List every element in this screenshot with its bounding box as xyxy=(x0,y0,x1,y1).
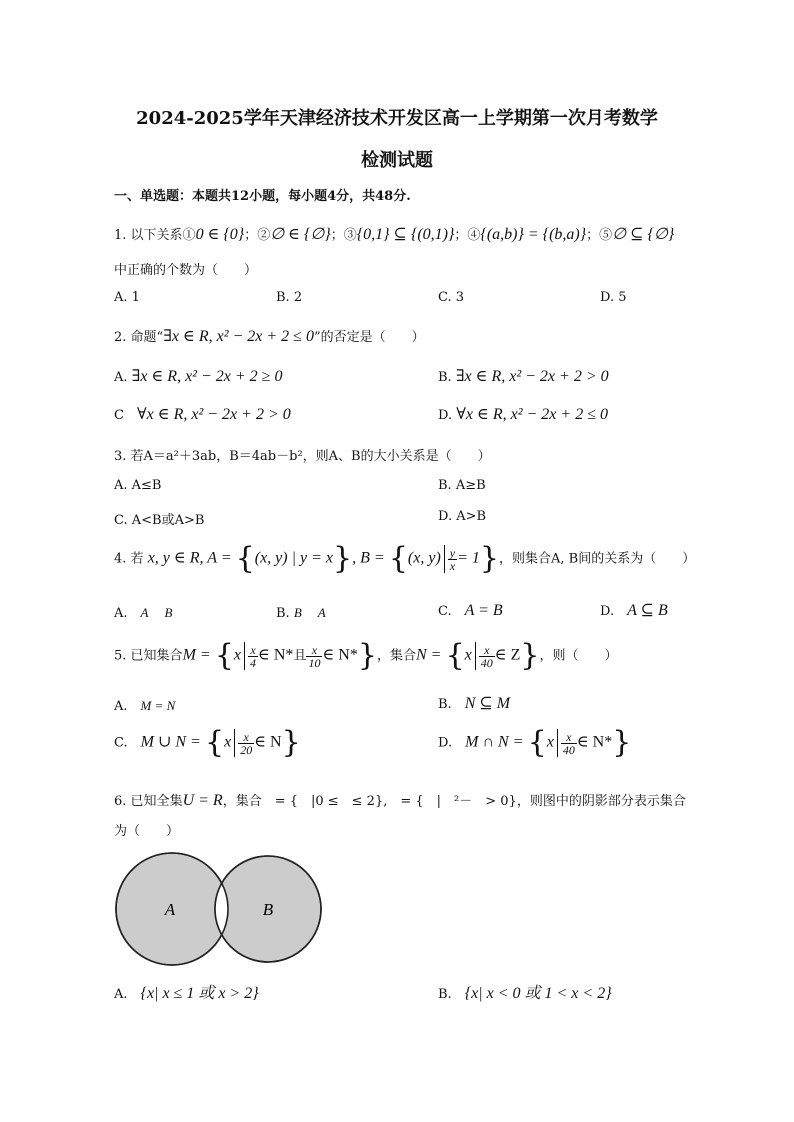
q3-option-c: C. A<B或A>B xyxy=(114,513,205,528)
q2-proposition: ∃x ∈ R, x² − 2x + 2 ≤ 0 xyxy=(163,328,314,345)
option-letter: C. xyxy=(114,735,128,751)
q1-option-a: A. 1 xyxy=(114,290,140,305)
option-letter: B. xyxy=(438,370,452,385)
q5-option-c xyxy=(114,725,301,760)
q5-fraction-1 xyxy=(248,644,258,669)
fraction-numerator: x xyxy=(250,642,256,657)
q6-stem-2: ，集合 = { |0 ≤ ≤ 2}, = { | ²－ > 0}，则图中的阴影部分表示集合 xyxy=(222,794,686,809)
set-variable: x xyxy=(233,646,242,664)
q5-fraction-d xyxy=(561,731,577,756)
q4-set-b-cond: = 1 xyxy=(457,549,480,567)
set-variable: x xyxy=(224,733,232,751)
q4-tail: ，则集合A, B间的关系为（ ） xyxy=(499,551,696,567)
q5-option-b xyxy=(438,693,510,713)
q2-option-b xyxy=(438,366,609,386)
q4-math-1: x, y ∈ R, A = xyxy=(147,549,232,567)
q4-option-a xyxy=(114,602,172,621)
q4-set-b-element: (x, y) xyxy=(407,549,441,567)
set-variable: x xyxy=(546,733,554,751)
set-variable: x xyxy=(464,646,472,664)
right-brace: } xyxy=(479,541,499,576)
right-brace: } xyxy=(357,638,377,673)
option-math: M ∪ N = xyxy=(140,733,201,751)
q1-relation-2: ∅ ∈ {∅} xyxy=(270,226,331,243)
q1-relation-5: ∅ ⊆ {∅} xyxy=(612,226,675,243)
q1-number: 1. xyxy=(114,228,127,243)
option-math: ∃x ∈ R, x² − 2x + 2 > 0 xyxy=(455,368,609,385)
q6-number: 6. xyxy=(114,794,127,809)
q1-relation-3: {0,1} ⊆ {(0,1)} xyxy=(356,226,455,243)
q1-relation-1: 0 ∈ {0} xyxy=(195,226,245,243)
option-math: M ∩ N = xyxy=(465,733,524,751)
option-letter: A. xyxy=(114,987,128,1002)
option-letter: A. xyxy=(114,370,128,385)
q5-and: 且 xyxy=(293,648,307,664)
q4-fraction xyxy=(448,547,457,572)
fraction-denominator: 4 xyxy=(250,655,257,670)
q5-stem-3: ，则（ ） xyxy=(539,648,618,664)
q4-option-d xyxy=(600,600,668,620)
venn-label-a: A xyxy=(164,900,176,919)
q5-in-nstar: ∈ N* xyxy=(258,646,294,664)
option-math: A = B xyxy=(464,602,503,619)
option-math: A B xyxy=(140,605,173,620)
q3-option-b: B. A≥B xyxy=(438,478,486,493)
q5-stem: 已知集合 xyxy=(130,648,183,664)
set-builder-bar xyxy=(234,729,235,757)
q1-sep-3: ；③ xyxy=(330,228,357,243)
q5-in-z: ∈ Z xyxy=(494,646,521,664)
option-letter: B. xyxy=(438,987,452,1002)
q1-line-2: 中正确的个数为（ ） xyxy=(114,263,258,278)
q2-option-d xyxy=(438,404,608,424)
q4-stem: 若 xyxy=(130,551,144,567)
q1-option-c: C. 3 xyxy=(438,290,465,305)
right-brace: } xyxy=(333,541,353,576)
option-math: A ⊆ B xyxy=(627,602,668,619)
q6-universe: U = R xyxy=(182,792,223,809)
q2-option-a xyxy=(114,366,282,386)
left-brace: { xyxy=(388,541,408,576)
q2-stem-end: ”的否定是（ ） xyxy=(313,330,425,345)
fraction-denominator: x xyxy=(449,558,456,573)
option-math: ∀x ∈ R, x² − 2x + 2 > 0 xyxy=(136,406,291,423)
question-5 xyxy=(114,638,618,673)
question-6 xyxy=(114,790,686,810)
q5-fraction-2 xyxy=(306,644,322,669)
q6-line-2: 为（ ） xyxy=(114,824,180,839)
q4-option-c xyxy=(438,600,503,620)
q5-set-n: N = xyxy=(415,646,442,664)
q1-sep-2: ；② xyxy=(244,228,271,243)
option-letter: D. xyxy=(600,604,615,619)
right-brace: } xyxy=(520,638,540,673)
fraction-numerator: x xyxy=(311,642,318,657)
question-2 xyxy=(114,326,425,346)
q3-option-a: A. A≤B xyxy=(114,478,162,493)
option-math: {x| x < 0 或 1 < x < 2} xyxy=(464,985,612,1002)
option-letter: D. xyxy=(438,735,453,751)
option-letter: C xyxy=(114,408,124,423)
left-brace: { xyxy=(235,541,255,576)
q4-math-2: , B = xyxy=(352,549,385,567)
venn-diagram xyxy=(110,852,330,970)
q4-set-a: (x, y) | y = x xyxy=(254,549,334,567)
q5-option-a xyxy=(114,695,175,714)
fraction-denominator: 40 xyxy=(480,655,493,670)
q6-option-b xyxy=(438,980,612,1003)
fraction-numerator: x xyxy=(243,729,249,744)
question-4 xyxy=(114,541,696,576)
in-n: ∈ N xyxy=(254,733,282,751)
right-brace: } xyxy=(281,725,301,760)
right-brace: } xyxy=(612,725,632,760)
question-1 xyxy=(114,224,674,244)
q5-number: 5. xyxy=(114,648,127,664)
fraction-numerator: x xyxy=(484,642,490,657)
section-heading: 一、单选题：本题共12小题，每小题4分，共48分. xyxy=(114,189,411,204)
q5-set-m: M = xyxy=(182,646,211,664)
fraction-denominator: 40 xyxy=(562,742,575,757)
q2-stem-start: 2. 命题“ xyxy=(114,330,164,345)
q5-option-d xyxy=(438,725,632,760)
option-letter: B. xyxy=(438,697,452,712)
option-math: M = N xyxy=(140,698,176,713)
q5-stem-2: ，集合 xyxy=(376,648,416,664)
q1-sep-5: ；⑤ xyxy=(586,228,613,243)
option-letter: A. xyxy=(114,606,128,621)
q5-in-nstar-2: ∈ N* xyxy=(322,646,358,664)
option-math: B A xyxy=(293,605,326,620)
q4-number: 4. xyxy=(114,551,127,567)
q1-relation-4: {(a,b)} = {(b,a)} xyxy=(480,226,587,243)
in-nstar: ∈ N* xyxy=(576,733,613,751)
venn-label-b: B xyxy=(262,900,274,919)
q1-sep-4: ；④ xyxy=(454,228,481,243)
question-3: 3. 若A＝a²＋3ab，B＝4ab－b²，则A、B的大小关系是（ ） xyxy=(114,449,491,464)
page-title-line2: 检测试题 xyxy=(361,150,433,171)
q4-option-b xyxy=(276,602,326,621)
fraction-denominator: 10 xyxy=(308,655,321,670)
q6-option-a xyxy=(114,980,259,1003)
left-brace: { xyxy=(204,725,225,760)
q1-stem: 以下关系① xyxy=(130,228,196,243)
option-letter: A. xyxy=(114,699,128,714)
q1-option-d: D. 5 xyxy=(600,290,627,305)
left-brace: { xyxy=(527,725,547,760)
q3-option-d: D. A>B xyxy=(438,509,487,524)
set-builder-bar xyxy=(444,545,445,573)
set-builder-bar xyxy=(475,642,476,670)
option-math: N ⊆ M xyxy=(464,695,511,712)
fraction-numerator: y xyxy=(449,545,456,560)
set-builder-bar xyxy=(244,642,245,670)
q5-fraction-c xyxy=(238,731,254,756)
left-brace: { xyxy=(214,638,234,673)
option-math: {x| x ≤ 1 或 x > 2} xyxy=(140,985,259,1002)
set-builder-bar xyxy=(557,729,558,757)
q2-option-c xyxy=(114,404,291,424)
option-math: ∃x ∈ R, x² − 2x + 2 ≥ 0 xyxy=(131,368,283,385)
q1-option-b: B. 2 xyxy=(276,290,303,305)
option-math: ∀x ∈ R, x² − 2x + 2 ≤ 0 xyxy=(456,406,608,423)
option-letter: D. xyxy=(438,408,453,423)
option-letter: C. xyxy=(438,604,452,619)
fraction-numerator: x xyxy=(566,729,572,744)
q6-stem: 已知全集 xyxy=(130,794,183,809)
fraction-denominator: 20 xyxy=(240,742,253,757)
left-brace: { xyxy=(445,638,465,673)
option-letter: B. xyxy=(276,606,290,621)
q5-fraction-3 xyxy=(479,644,495,669)
page-title: 2024-2025学年天津经济技术开发区高一上学期第一次月考数学 xyxy=(136,108,658,129)
